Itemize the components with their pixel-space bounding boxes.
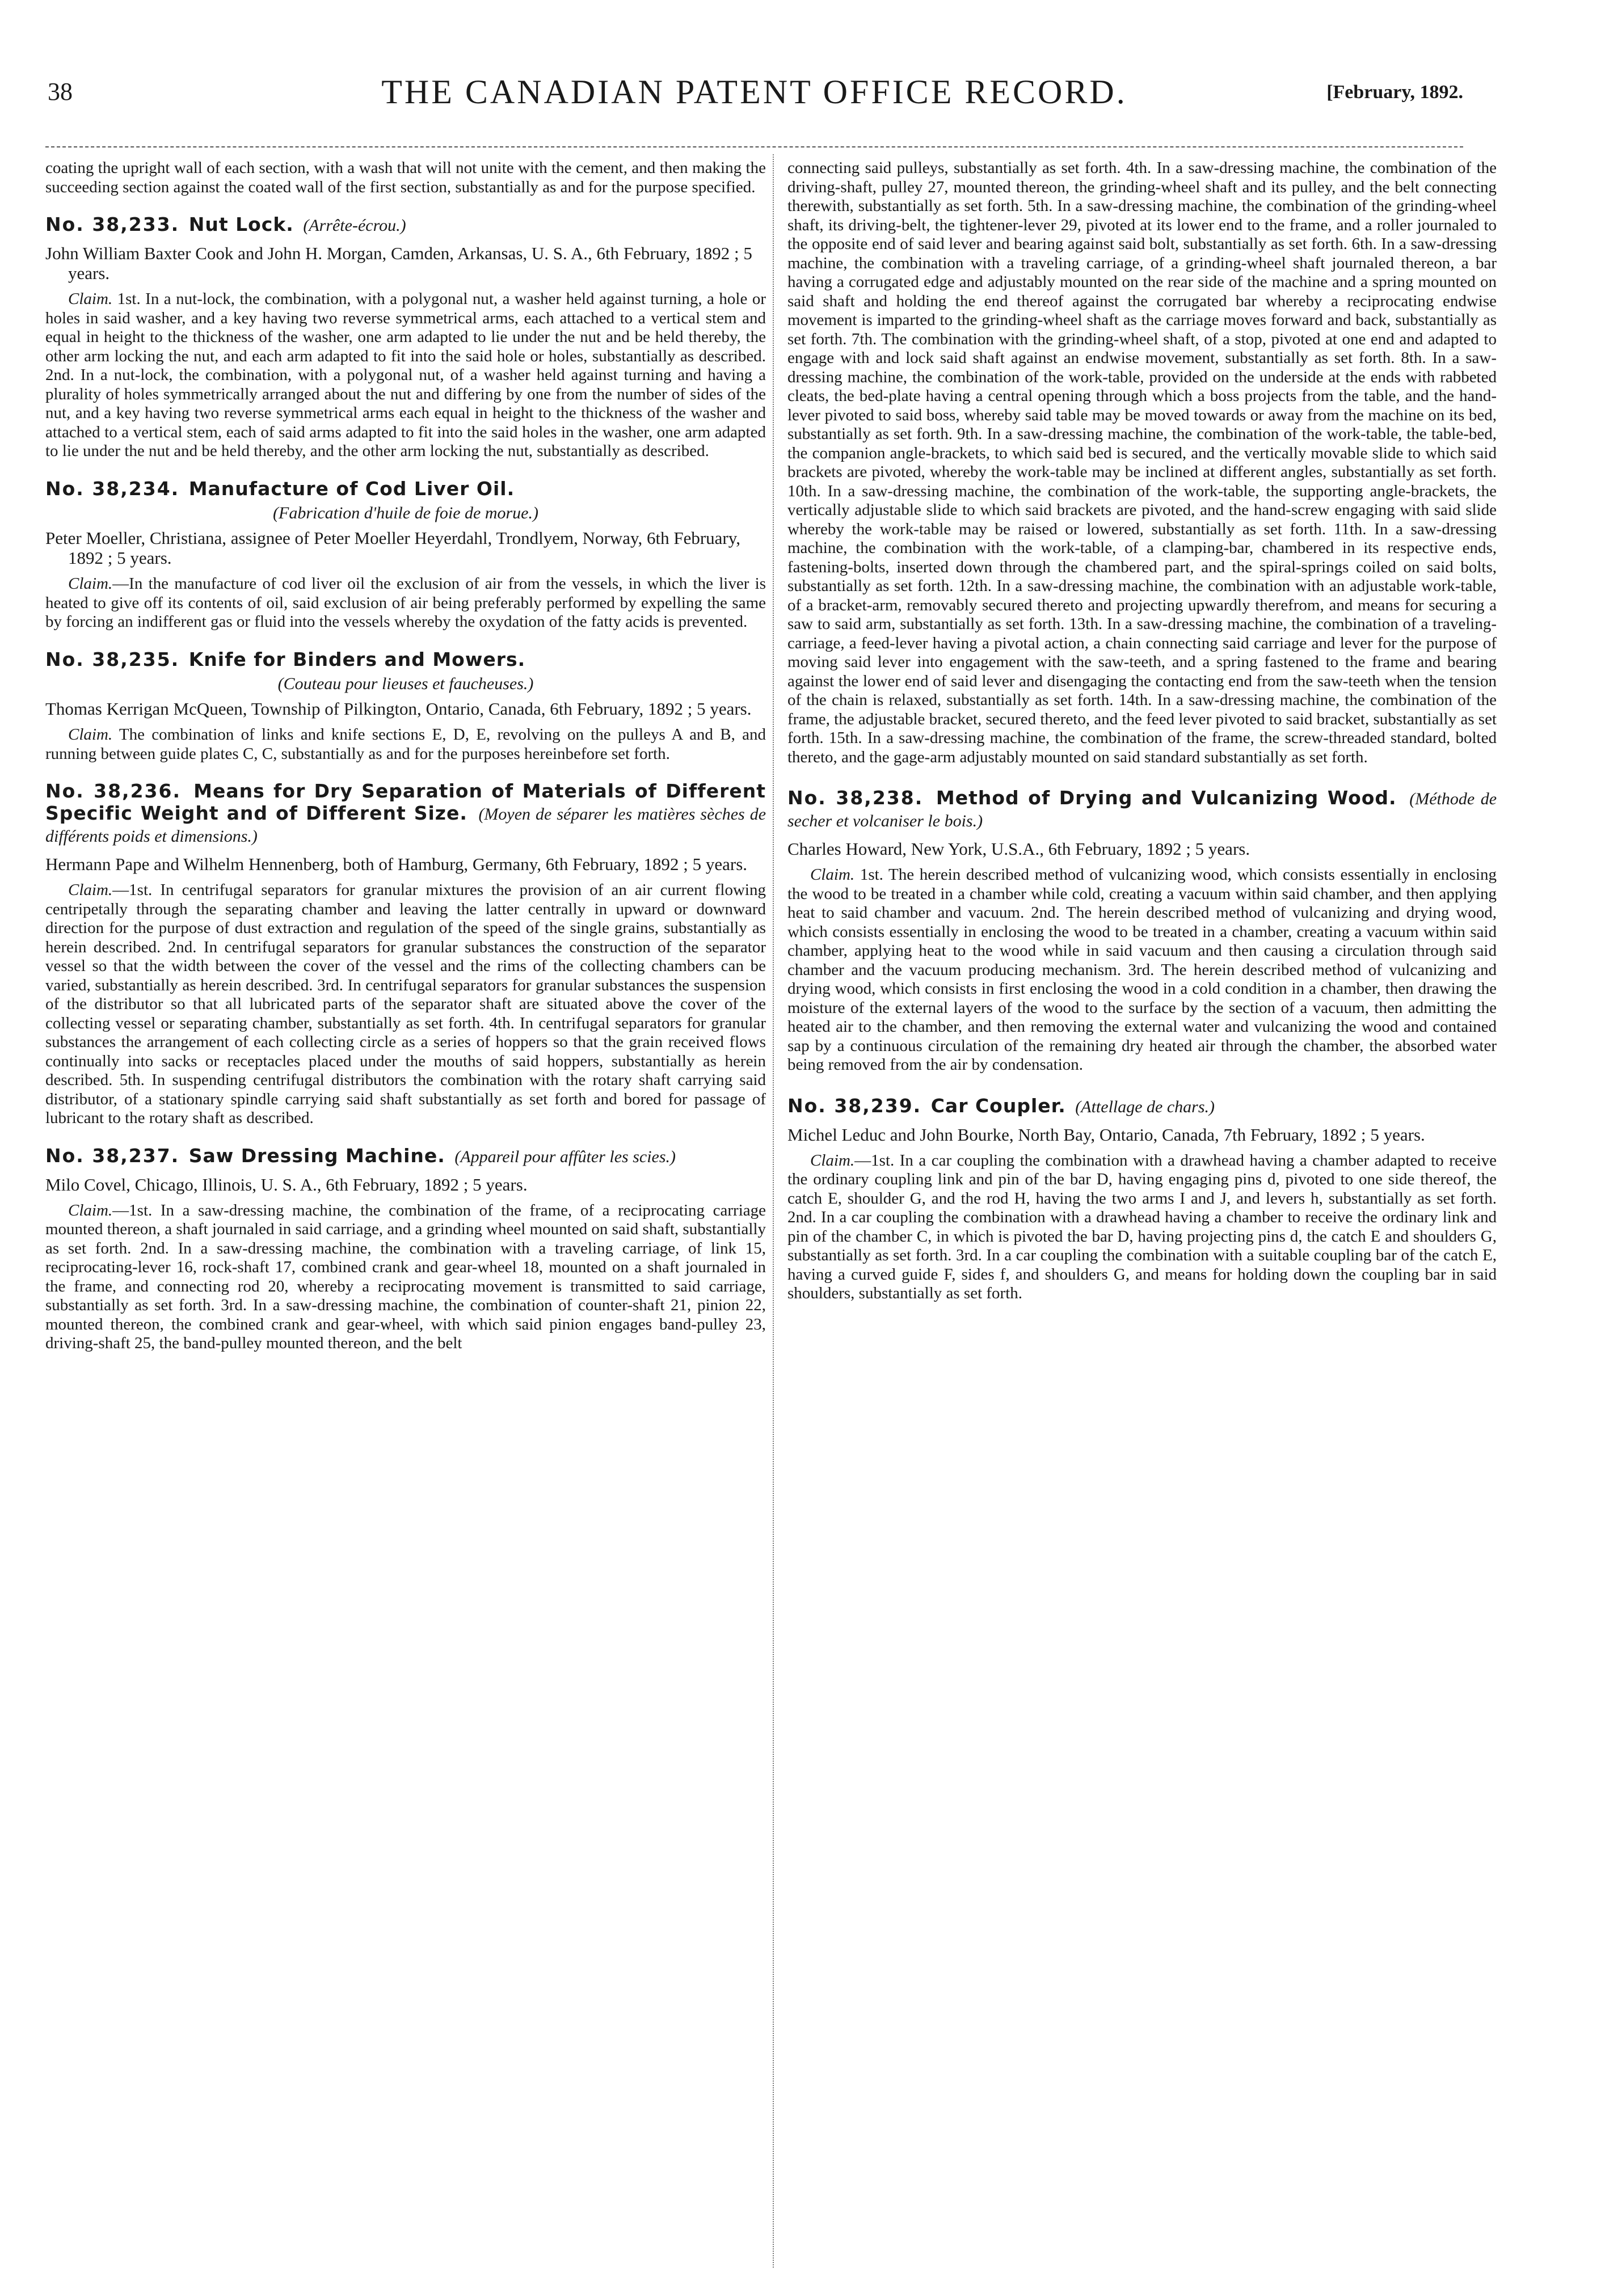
- patent-number: No. 38,235.: [45, 648, 180, 670]
- column-divider: [773, 154, 774, 2268]
- patent-claim: [45, 725, 766, 763]
- left-column: [45, 159, 766, 1353]
- continuation-text: connecting said pulleys, substantially as set forth. 4th. In a saw-dressing machine, the combination of the driving-shaft, pulley 27, mounted thereon, the grinding-wheel shaft and its pulley, and the belt connecting therewith, substantially as set forth. 5th. In a saw-dressing machine, the combination of the grinding-wheel shaft, its driving-belt, the tightener-lever 29, pivoted at its lower end to the frame, and a roller journaled to the opposite end of said lever and bearing against said bolt, substantially as set forth. 6th. In a saw-dressing machine, the combination with a traveling carriage, of a grinding-wheel shaft journaled thereon, a bar having a corrugated edge and adjustably mounted on the rear side of the machine and a spring mounted on said shaft and holding the end thereof against the corrugated bar whereby a reciprocating endwise movement is imparted to the grinding-wheel shaft as the carriage moves forward and back, substantially as set forth. 7th. The combination with the grinding-wheel shaft, of a stop, pivoted at one end and adapted to engage with and lock said shaft against an endwise movement, substantially as set forth. 8th. In a saw-dressing machine, the combination of the work-table, provided on the underside at the ends with rabbeted cleats, the bed-plate having a central opening through which a boss projects from the table, and the hand-lever pivoted to said boss, whereby said table may be moved towards or away from the machine on its bed, substantially as set forth. 9th. In a saw-dressing machine, the combination of the work-table, the table-bed, the companion angle-brackets, to which said bed is secured, and the vertically movable slide to which said brackets are pivoted, whereby the work-table may be inclined at different angles, substantially as set forth. 10th. In a saw-dressing machine, the combination of the work-table, the supporting angle-brackets, the vertically adjustable slide to which said brackets are pivoted, and the hand-screw engaging with said slide whereby the work-table may be raised or lowered, substantially as set forth. 11th. In a saw-dressing machine, the combination with the work-table, of a clamping-bar, chambered in its respective ends, fastening-bolts, inserted down through the chambered part, and the spiral-springs coiled on said bolts, substantially as set forth. 12th. In a saw-dressing machine, the combination with an adjustable work-table, of a bracket-arm, removably secured thereto and projecting upwardly therefrom, and means for securing a saw to said arm, substantially as set forth. 13th. In a saw-dressing machine, the combination of a traveling-carriage, a feed-lever having a pivotal action, a chain connecting said carriage and lever for the purpose of moving said lever into engagement with the saw-teeth, and a spring fastened to the frame and bearing against the lower end of said lever and disengaging the contacting end from the saw-teeth when the tension of the chain is relaxed, substantially as set forth. 14th. In a saw-dressing machine, the combination of the frame, the adjustable bracket, secured thereto, and the feed lever pivoted to said bracket, substantially as set forth. 15th. In a saw-dressing machine, the combination of the frame, the screw-threaded standard, bolted thereto, and the gage-arm adjustably mounted on said standard substantially as set forth.: [787, 159, 1497, 766]
- page-number: 38: [48, 78, 73, 105]
- patent-entry: [787, 787, 1497, 1075]
- claim-text: 1st. The herein described method of vulcanizing wood, which consists essentially in enclosing the wood to be treated in a chamber while cold, creating a vacuum within said chamber, and then applying heat to said chamber and vacuum. 2nd. The herein described method of vulcanizing and drying wood, which consists essentially in enclosing the wood to be treated in a chamber, creating a vacuum within said chamber, applying heat to the wood while in said vacuum and then causing a circulation through said chamber and the vacuum producing mechanism. 3rd. The herein described method of vulcanizing and drying wood, which consists in first enclosing the wood in a cold condition in a chamber, then drawing the moisture of the external layers of the wood to the surface by the section of a vacuum, then admitting the heated air to the chamber, and then removing the external water and vulcanizing the wood and contained sap by a continuous circulation of the remaining dry heated air through the chamber, the absorbed water being removed from the air by condensation.: [787, 866, 1497, 1074]
- claim-label: Claim.: [810, 1151, 855, 1170]
- claim-label: Claim.: [68, 575, 113, 593]
- patent-french-title: (Moyen de séparer les matières sèches de différents poids et dimensions.): [45, 805, 766, 846]
- patent-heading: [45, 214, 766, 237]
- claim-text: The combination of links and knife sections E, D, E, revolving on the pulleys A and B, and running between guide plates C, C, substantially as and for the purposes hereinbefore set forth.: [45, 725, 766, 763]
- patent-title: Knife for Binders and Mowers.: [188, 648, 526, 670]
- claim-label: Claim.: [68, 881, 113, 899]
- claim-text: —1st. In a saw-dressing machine, the combination of the frame, of a reciprocating carriage mounted thereon, a shaft journaled in said carriage, and a grinding wheel mounted on said shaft, substantially as set forth. 2nd. In a saw-dressing machine, the combination with a traveling carriage, of link 15, reciprocating-lever 16, rock-shaft 17, combined crank and gear-wheel 18, mounted on a shaft journaled in the frame, and connecting rod 20, whereby a reciprocating movement is transmitted to said carriage, substantially as set forth. 3rd. In a saw-dressing machine, the combination of counter-shaft 21, pinion 22, mounted thereon, the combined crank and gear-wheel, with which said pinion engages band-pulley 23, driving-shaft 25, the band-pulley mounted thereon, and the belt: [45, 1201, 766, 1352]
- patent-number: No. 38,239.: [787, 1094, 922, 1117]
- patent-number: No. 38,237.: [45, 1144, 180, 1167]
- patent-entry: [45, 649, 766, 764]
- patent-heading: [45, 478, 766, 500]
- patent-heading: [45, 780, 766, 847]
- claim-text: 1st. In a nut-lock, the combination, with a polygonal nut, a washer held against turning, a hole or holes in said washer, and a key having two reverse symmetrical arms, each attached to a vertical stem and equal in height to the thickness of the washer, one arm adapted to lie under the nut and be held thereby, the other arm locking the nut, and each arm adapted to fit into the said hole or holes, substantially as described. 2nd. In a nut-lock, the combination, with a polygonal nut, of a washer held against turning and having a plurality of holes symmetrically arranged about the nut and differing by one from the number of sides of the nut, and a key having two reverse symmetrical arms each equal in height to the thickness of the washer and attached to a vertical stem, each of said arms adapted to fit into the said holes in the washer, one arm adapted to lie under the nut and be held thereby, and the other arm locking the nut, substantially as described.: [45, 290, 766, 460]
- claim-text: —1st. In centrifugal separators for granular mixtures the provision of an air current flowing centripetally through the separating chamber and leaving the latter centrally in upward or downward direction for the purpose of dust extraction and regulation of the speed of the single grains, substantially as herein described. 2nd. In centrifugal separators for granular substances the construction of the separator vessel so that the width between the cover of the vessel and the rims of the collecting chambers can be varied, substantially as herein described. 3rd. In centrifugal separators for granular substances the suspension of the distributor so that all lubricated parts of the separator shaft are situated above the cover of the collecting vessel or separating chamber, substantially as set forth. 4th. In centrifugal separators for granular substances the arrangement of each collecting circle as a series of hoppers so that the grain received flows continually into sacks or receptacles placed under the mouths of said hoppers, substantially as herein described. 5th. In suspending centrifugal distributors the combination with the rotary shaft carrying said distributor, of a stationary spindle carrying said shaft substantially as set forth and bored for passage of lubricant to the rotary shaft as described.: [45, 881, 766, 1127]
- patent-title: Nut Lock.: [188, 213, 294, 235]
- claim-label: Claim.: [68, 1201, 113, 1219]
- patent-title: Car Coupler.: [930, 1094, 1066, 1117]
- patent-number: No. 38,238.: [787, 787, 924, 809]
- patent-number: No. 38,236.: [45, 780, 182, 802]
- patent-claim: [787, 1151, 1497, 1303]
- right-column: [787, 159, 1497, 1303]
- patent-number: No. 38,233.: [45, 213, 180, 235]
- patent-title: Means for Dry Separation of Materials of Different Specific Weight and of Different Size.: [45, 780, 766, 824]
- claim-label: Claim.: [68, 290, 113, 308]
- patent-french-title: (Fabrication d'huile de foie de morue.): [273, 503, 538, 522]
- patent-title: Method of Drying and Vulcanizing Wood.: [936, 787, 1397, 809]
- patent-inventor: Peter Moeller, Christiana, assignee of Peter Moeller Heyerdahl, Trondlyem, Norway, 6th February, 1892 ; 5 years.: [45, 528, 740, 568]
- patent-entry: [45, 1145, 766, 1353]
- patent-claim: [787, 866, 1497, 1075]
- patent-inventor: John William Baxter Cook and John H. Morgan, Camden, Arkansas, U. S. A., 6th February, 1892 ; 5 years.: [45, 243, 752, 283]
- patent-heading: [787, 1095, 1497, 1118]
- patent-inventor: Michel Leduc and John Bourke, North Bay, Ontario, Canada, 7th February, 1892 ; 5 years.: [787, 1124, 1425, 1145]
- patent-entry: [45, 478, 766, 632]
- patent-inventor: Charles Howard, New York, U.S.A., 6th February, 1892 ; 5 years.: [787, 839, 1250, 859]
- patent-claim: [45, 1201, 766, 1353]
- page-header: [45, 67, 1463, 129]
- patent-inventor: Milo Covel, Chicago, Illinois, U. S. A., 6th February, 1892 ; 5 years.: [45, 1174, 528, 1195]
- patent-french-title: (Couteau pour lieuses et faucheuses.): [277, 674, 534, 693]
- claim-label: Claim.: [68, 725, 113, 744]
- patent-claim: [45, 575, 766, 632]
- patent-inventor: Thomas Kerrigan McQueen, Township of Pilkington, Ontario, Canada, 6th February, 1892 ; 5 years.: [45, 699, 752, 719]
- patent-inventor: Hermann Pape and Wilhelm Hennenberg, both of Hamburg, Germany, 6th February, 1892 ; 5 years.: [45, 854, 748, 874]
- claim-text: —1st. In a car coupling the combination with a drawhead having a chamber adapted to receive the ordinary coupling link and pin of the bar D, having engaging pins d, pivoted to one side thereof, the catch E, shoulder G, and the rod H, having the two arms I and J, and levers h, substantially as set forth. 2nd. In a car coupling the combination with a drawhead having a chamber to receive the ordinary link and pin of the chamber C, in which is pivoted the bar D, having projecting pins d, the catch E and shoulders G, substantially as set forth. 3rd. In a car coupling the combination with a suitable coupling bar of the catch E, having a curved guide F, sides f, and shoulders G, and means for holding down the coupling bar in said shoulders, substantially as set forth.: [787, 1151, 1497, 1302]
- patent-heading: [45, 1145, 766, 1168]
- patent-french-title: (Méthode de secher et volcaniser le bois.): [787, 790, 1497, 830]
- issue-date: [February, 1892.: [1326, 82, 1463, 103]
- page-title: THE CANADIAN PATENT OFFICE RECORD.: [381, 73, 1127, 111]
- patent-entry: [787, 1095, 1497, 1303]
- patent-entry: [45, 780, 766, 1128]
- patent-title: Saw Dressing Machine.: [188, 1144, 445, 1167]
- continuation-text: coating the upright wall of each section, with a wash that will not unite with the cement, and then making the succeeding section against the coated wall of the first section, substantially as and for the purpose specified.: [45, 159, 766, 196]
- header-rule: [45, 146, 1463, 147]
- patent-claim: [45, 881, 766, 1128]
- patent-title: Manufacture of Cod Liver Oil.: [188, 477, 515, 500]
- claim-text: —In the manufacture of cod liver oil the exclusion of air from the vessels, in which the liver is heated to give off its contents of oil, said exclusion of air being preferably performed by expelling the same by forcing an indifferent gas or fluid into the vessels whereby the oxydation of the fatty acids is prevented.: [45, 575, 766, 631]
- patent-heading: [787, 787, 1497, 832]
- patent-number: No. 38,234.: [45, 477, 180, 500]
- patent-french-title: (Appareil pour affûter les scies.): [454, 1147, 676, 1166]
- patent-french-title: (Arrête-écrou.): [303, 216, 406, 235]
- patent-french-title: (Attellage de chars.): [1075, 1097, 1215, 1116]
- claim-label: Claim.: [810, 866, 855, 884]
- patent-claim: [45, 290, 766, 461]
- patent-entry: [45, 214, 766, 461]
- patent-heading: [45, 649, 766, 671]
